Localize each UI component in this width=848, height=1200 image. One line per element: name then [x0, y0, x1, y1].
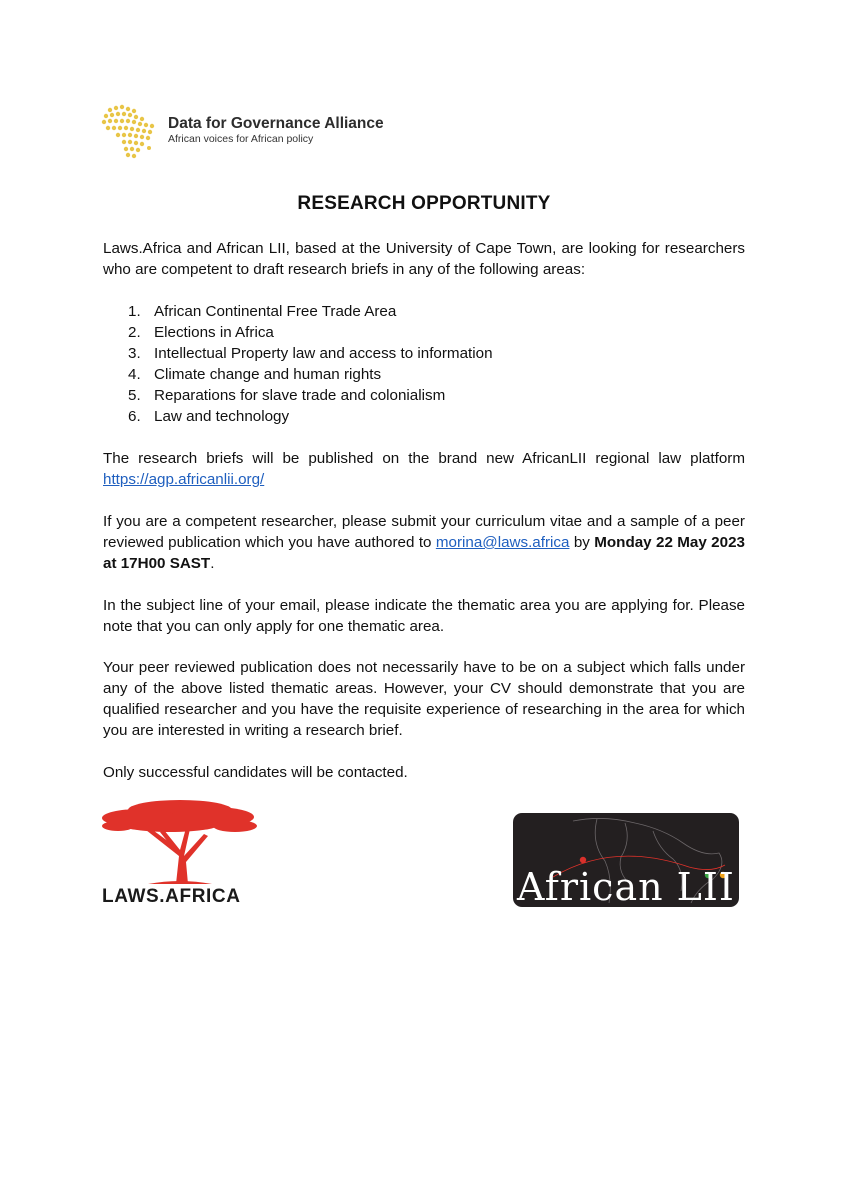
thematic-areas-list: [103, 301, 493, 427]
list-number: 3.: [128, 345, 141, 362]
list-number: 5.: [128, 387, 141, 404]
page-title: RESEARCH OPPORTUNITY: [297, 193, 551, 214]
submit-end: .: [210, 555, 215, 572]
list-item-label: Climate change and human rights: [154, 366, 382, 383]
acacia-tree-icon: [100, 798, 260, 888]
submit-by: by: [573, 534, 590, 551]
briefs-paragraph: [103, 448, 745, 490]
list-item-label: Reparations for slave trade and colonialism: [154, 387, 446, 404]
list-item-label: African Continental Free Trade Area: [154, 303, 397, 320]
list-item-label: Law and technology: [154, 408, 290, 425]
laws-africa-wordmark: LAWS.AFRICA: [102, 886, 241, 907]
org-name: Data for Governance Alliance: [168, 115, 384, 132]
laws-africa-logo: [100, 798, 260, 910]
submit-paragraph: [103, 511, 745, 574]
list-item: [103, 322, 493, 343]
list-number: 4.: [128, 366, 141, 383]
list-item: [103, 364, 493, 385]
briefs-text: The research briefs will be published on the brand new AfricanLII regional law platform: [103, 450, 745, 467]
list-number: 1.: [128, 303, 141, 320]
deadline: Monday 22 May 2023 at 17H00 SAST: [103, 534, 745, 572]
list-item: [103, 301, 493, 322]
list-item: [103, 385, 493, 406]
list-item-label: Intellectual Property law and access to information: [154, 345, 493, 362]
list-item-label: Elections in Africa: [154, 324, 274, 341]
platform-link[interactable]: https://agp.africanlii.org/: [103, 471, 265, 488]
email-link[interactable]: morina@laws.africa: [435, 534, 570, 551]
org-tagline: African voices for African policy: [168, 133, 314, 145]
africanlii-logo: [513, 813, 739, 907]
closing-note: Only successful candidates will be contacted.: [103, 764, 408, 781]
submit-text: If you are a competent researcher, please submit your curriculum vitae and a sample of a peer reviewed publication which you have authored to: [103, 513, 745, 551]
africanlii-wordmark: African LII: [517, 865, 735, 907]
subject-line-paragraph: In the subject line of your email, please indicate the thematic area you are applying for. Please note that you can only apply for one thematic area.: [103, 597, 745, 635]
intro-paragraph: Laws.Africa and African LII, based at the University of Cape Town, are looking for researchers who are competent to draft research briefs in any of the following areas:: [103, 240, 745, 278]
africa-dots-icon: [100, 100, 166, 164]
peer-review-paragraph: Your peer reviewed publication does not necessarily have to be on a subject which falls under any of the above listed thematic areas. However, your CV should demonstrate that you are qualified researcher and you have the requisite experience of researching in the area for which you are interested in writing a research brief.: [103, 659, 745, 739]
list-item: [103, 406, 493, 427]
list-number: 2.: [128, 324, 141, 341]
list-number: 6.: [128, 408, 141, 425]
data-for-governance-alliance-logo: [100, 100, 400, 164]
list-item: [103, 343, 493, 364]
